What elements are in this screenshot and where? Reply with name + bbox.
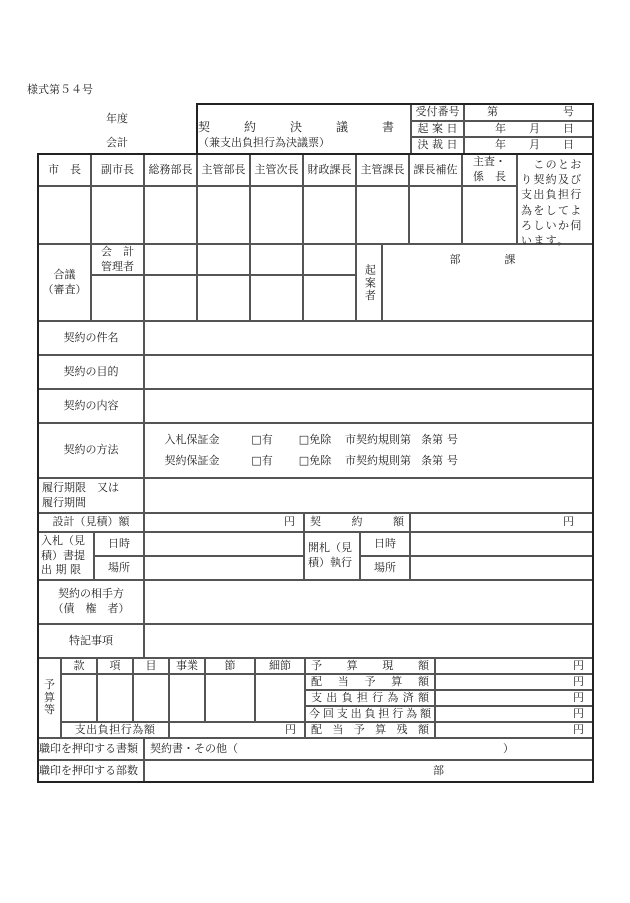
stamp-mayor[interactable] — [38, 186, 91, 244]
accounting-manager-label: 会 計 管理者 — [91, 244, 144, 275]
contract-method-label: 契約の方法 — [38, 423, 144, 478]
current-expenditure-field[interactable]: 円 — [435, 706, 593, 722]
consult-cell-1a[interactable] — [144, 244, 197, 275]
account-label: 会計 — [106, 136, 128, 149]
bid-deposit-exempt-checkbox[interactable]: □免除 — [298, 432, 332, 446]
seal-copies-field[interactable]: 部 — [144, 760, 593, 782]
receipt-number-field[interactable]: 第 号 — [464, 104, 593, 121]
seal-documents-field[interactable]: 契約書・その他（ ） — [144, 738, 593, 760]
approver-mayor: 市 長 — [38, 154, 91, 186]
stamp-supervisor[interactable] — [462, 186, 517, 244]
design-amount-field[interactable]: 円 — [144, 513, 304, 532]
remaining-budget-field[interactable]: 円 — [435, 722, 593, 738]
bid-opening-place-label: 場所 — [360, 556, 410, 580]
contract-name-field[interactable] — [144, 321, 593, 355]
budget-col-kou: 項 — [97, 658, 133, 674]
contract-content-label: 契約の内容 — [38, 389, 144, 423]
contract-amount-label: 契 約 額 — [304, 513, 410, 532]
contract-deposit-line: 契約保証金 □有 □免除 市契約規則第 条第 号 — [164, 453, 458, 467]
budget-value-saisetsu[interactable] — [255, 674, 305, 722]
allocated-budget-label: 配 当 予 算 額 — [305, 674, 435, 690]
request-note: このとおり契約及び支出負担行為をしてよろしいか伺います。 — [517, 154, 593, 244]
receipt-number-label: 受付番号 — [411, 104, 464, 121]
budget-col-setsu: 節 — [205, 658, 255, 674]
special-notes-field[interactable] — [144, 624, 593, 658]
budget-current-field[interactable]: 円 — [435, 658, 593, 674]
contract-amount-field[interactable]: 円 — [410, 513, 593, 532]
title-cell — [197, 104, 411, 154]
budget-value-kan[interactable] — [61, 674, 97, 722]
bid-submission-label: 入札（見積）書提 出 期 限 — [38, 532, 94, 580]
bid-submission-place-field[interactable] — [144, 556, 304, 580]
bid-submission-datetime-label: 日時 — [94, 532, 144, 556]
seal-documents-label: 職印を押印する書類 — [38, 738, 144, 760]
bid-deposit-yes-checkbox[interactable]: □有 — [251, 432, 273, 446]
form-number: 様式第５４号 — [27, 83, 93, 96]
budget-value-project[interactable] — [169, 674, 205, 722]
document-subtitle: （兼支出負担行為決議票） — [198, 135, 330, 149]
remaining-budget-label: 配 当 予 算 残 額 — [305, 722, 435, 738]
bid-submission-place-label: 場所 — [94, 556, 144, 580]
approver-supervisor: 主査・ 係 長 — [462, 154, 517, 186]
contract-name-label: 契約の件名 — [38, 321, 144, 355]
contract-deposit-yes-checkbox[interactable]: □有 — [251, 453, 273, 467]
contract-deposit-exempt-checkbox[interactable]: □免除 — [298, 453, 332, 467]
deadline-label: 履行期限 又は 履行期間 — [38, 478, 144, 513]
consult-cell-1b[interactable] — [144, 275, 197, 321]
budget-value-kou[interactable] — [97, 674, 133, 722]
fiscal-year-label: 年度 — [106, 112, 128, 125]
budget-label: 予 算 等 — [38, 658, 61, 738]
stamp-deputy-director[interactable] — [250, 186, 303, 244]
consult-cell-3a[interactable] — [250, 244, 303, 275]
contract-method-field — [144, 423, 593, 478]
consult-cell-2a[interactable] — [197, 244, 250, 275]
approver-section-chief: 主管課長 — [356, 154, 409, 186]
decision-date-label: 決 裁 日 — [411, 137, 464, 154]
committed-expenditure-field[interactable]: 円 — [435, 690, 593, 706]
current-expenditure-label: 今 回 支 出 負 担 行 為 額 — [305, 706, 435, 722]
approver-vice-mayor: 副市長 — [91, 154, 144, 186]
committed-expenditure-label: 支 出 負 担 行 為 済 額 — [305, 690, 435, 706]
consult-cell-4b[interactable] — [303, 275, 356, 321]
approver-general-affairs-director: 総務部長 — [144, 154, 197, 186]
budget-value-moku[interactable] — [133, 674, 169, 722]
bid-opening-datetime-field[interactable] — [410, 532, 593, 556]
expenditure-amount-label: 支出負担行為額 — [61, 722, 169, 738]
consultation-label: 合議 （審査） — [38, 244, 91, 321]
stamp-section-chief[interactable] — [356, 186, 409, 244]
stamp-general-affairs-director[interactable] — [144, 186, 197, 244]
budget-col-saisetsu: 細節 — [255, 658, 305, 674]
bid-opening-datetime-label: 日時 — [360, 532, 410, 556]
drafter-field[interactable] — [382, 244, 593, 321]
stamp-finance-chief[interactable] — [303, 186, 356, 244]
deadline-field[interactable] — [144, 478, 593, 513]
bid-submission-datetime-field[interactable] — [144, 532, 304, 556]
bid-opening-label: 開札（見積）執行 — [304, 532, 360, 580]
drafter-label: 起案者 — [356, 244, 382, 321]
budget-current-label: 予 算 現 額 — [305, 658, 435, 674]
consult-cell-3b[interactable] — [250, 275, 303, 321]
approver-deputy-director: 主管次長 — [250, 154, 303, 186]
approver-assistant-chief: 課長補佐 — [409, 154, 462, 186]
seal-copies-label: 職印を押印する部数 — [38, 760, 144, 782]
budget-value-setsu[interactable] — [205, 674, 255, 722]
consult-cell-2b[interactable] — [197, 275, 250, 321]
stamp-accounting-manager[interactable] — [91, 275, 144, 321]
budget-col-kan: 款 — [61, 658, 97, 674]
expenditure-amount-field[interactable]: 円 — [169, 722, 305, 738]
allocated-budget-field[interactable]: 円 — [435, 674, 593, 690]
decision-date-field[interactable]: 年 月 日 — [464, 137, 593, 154]
counterparty-field[interactable] — [144, 580, 593, 624]
consult-cell-4a[interactable] — [303, 244, 356, 275]
stamp-assistant-chief[interactable] — [409, 186, 462, 244]
draft-date-label: 起 案 日 — [411, 121, 464, 137]
stamp-dept-director[interactable] — [197, 186, 250, 244]
counterparty-label: 契約の相手方 （債 権 者） — [38, 580, 144, 624]
bid-deposit-line: 入札保証金 □有 □免除 市契約規則第 条第 号 — [164, 432, 458, 446]
approver-finance-chief: 財政課長 — [303, 154, 356, 186]
contract-purpose-field[interactable] — [144, 355, 593, 389]
document-title: 契 約 決 議 書 — [198, 120, 394, 135]
contract-purpose-label: 契約の目的 — [38, 355, 144, 389]
draft-date-field[interactable]: 年 月 日 — [464, 121, 593, 137]
budget-col-moku: 目 — [133, 658, 169, 674]
bid-opening-place-field[interactable] — [410, 556, 593, 580]
budget-col-project: 事業 — [169, 658, 205, 674]
stamp-vice-mayor[interactable] — [91, 186, 144, 244]
contract-content-field[interactable] — [144, 389, 593, 423]
special-notes-label: 特記事項 — [38, 624, 144, 658]
approver-dept-director: 主管部長 — [197, 154, 250, 186]
section-unit: 課 — [504, 253, 516, 266]
dept-unit: 部 — [449, 253, 461, 266]
design-amount-label: 設計（見積）額 — [38, 513, 144, 532]
